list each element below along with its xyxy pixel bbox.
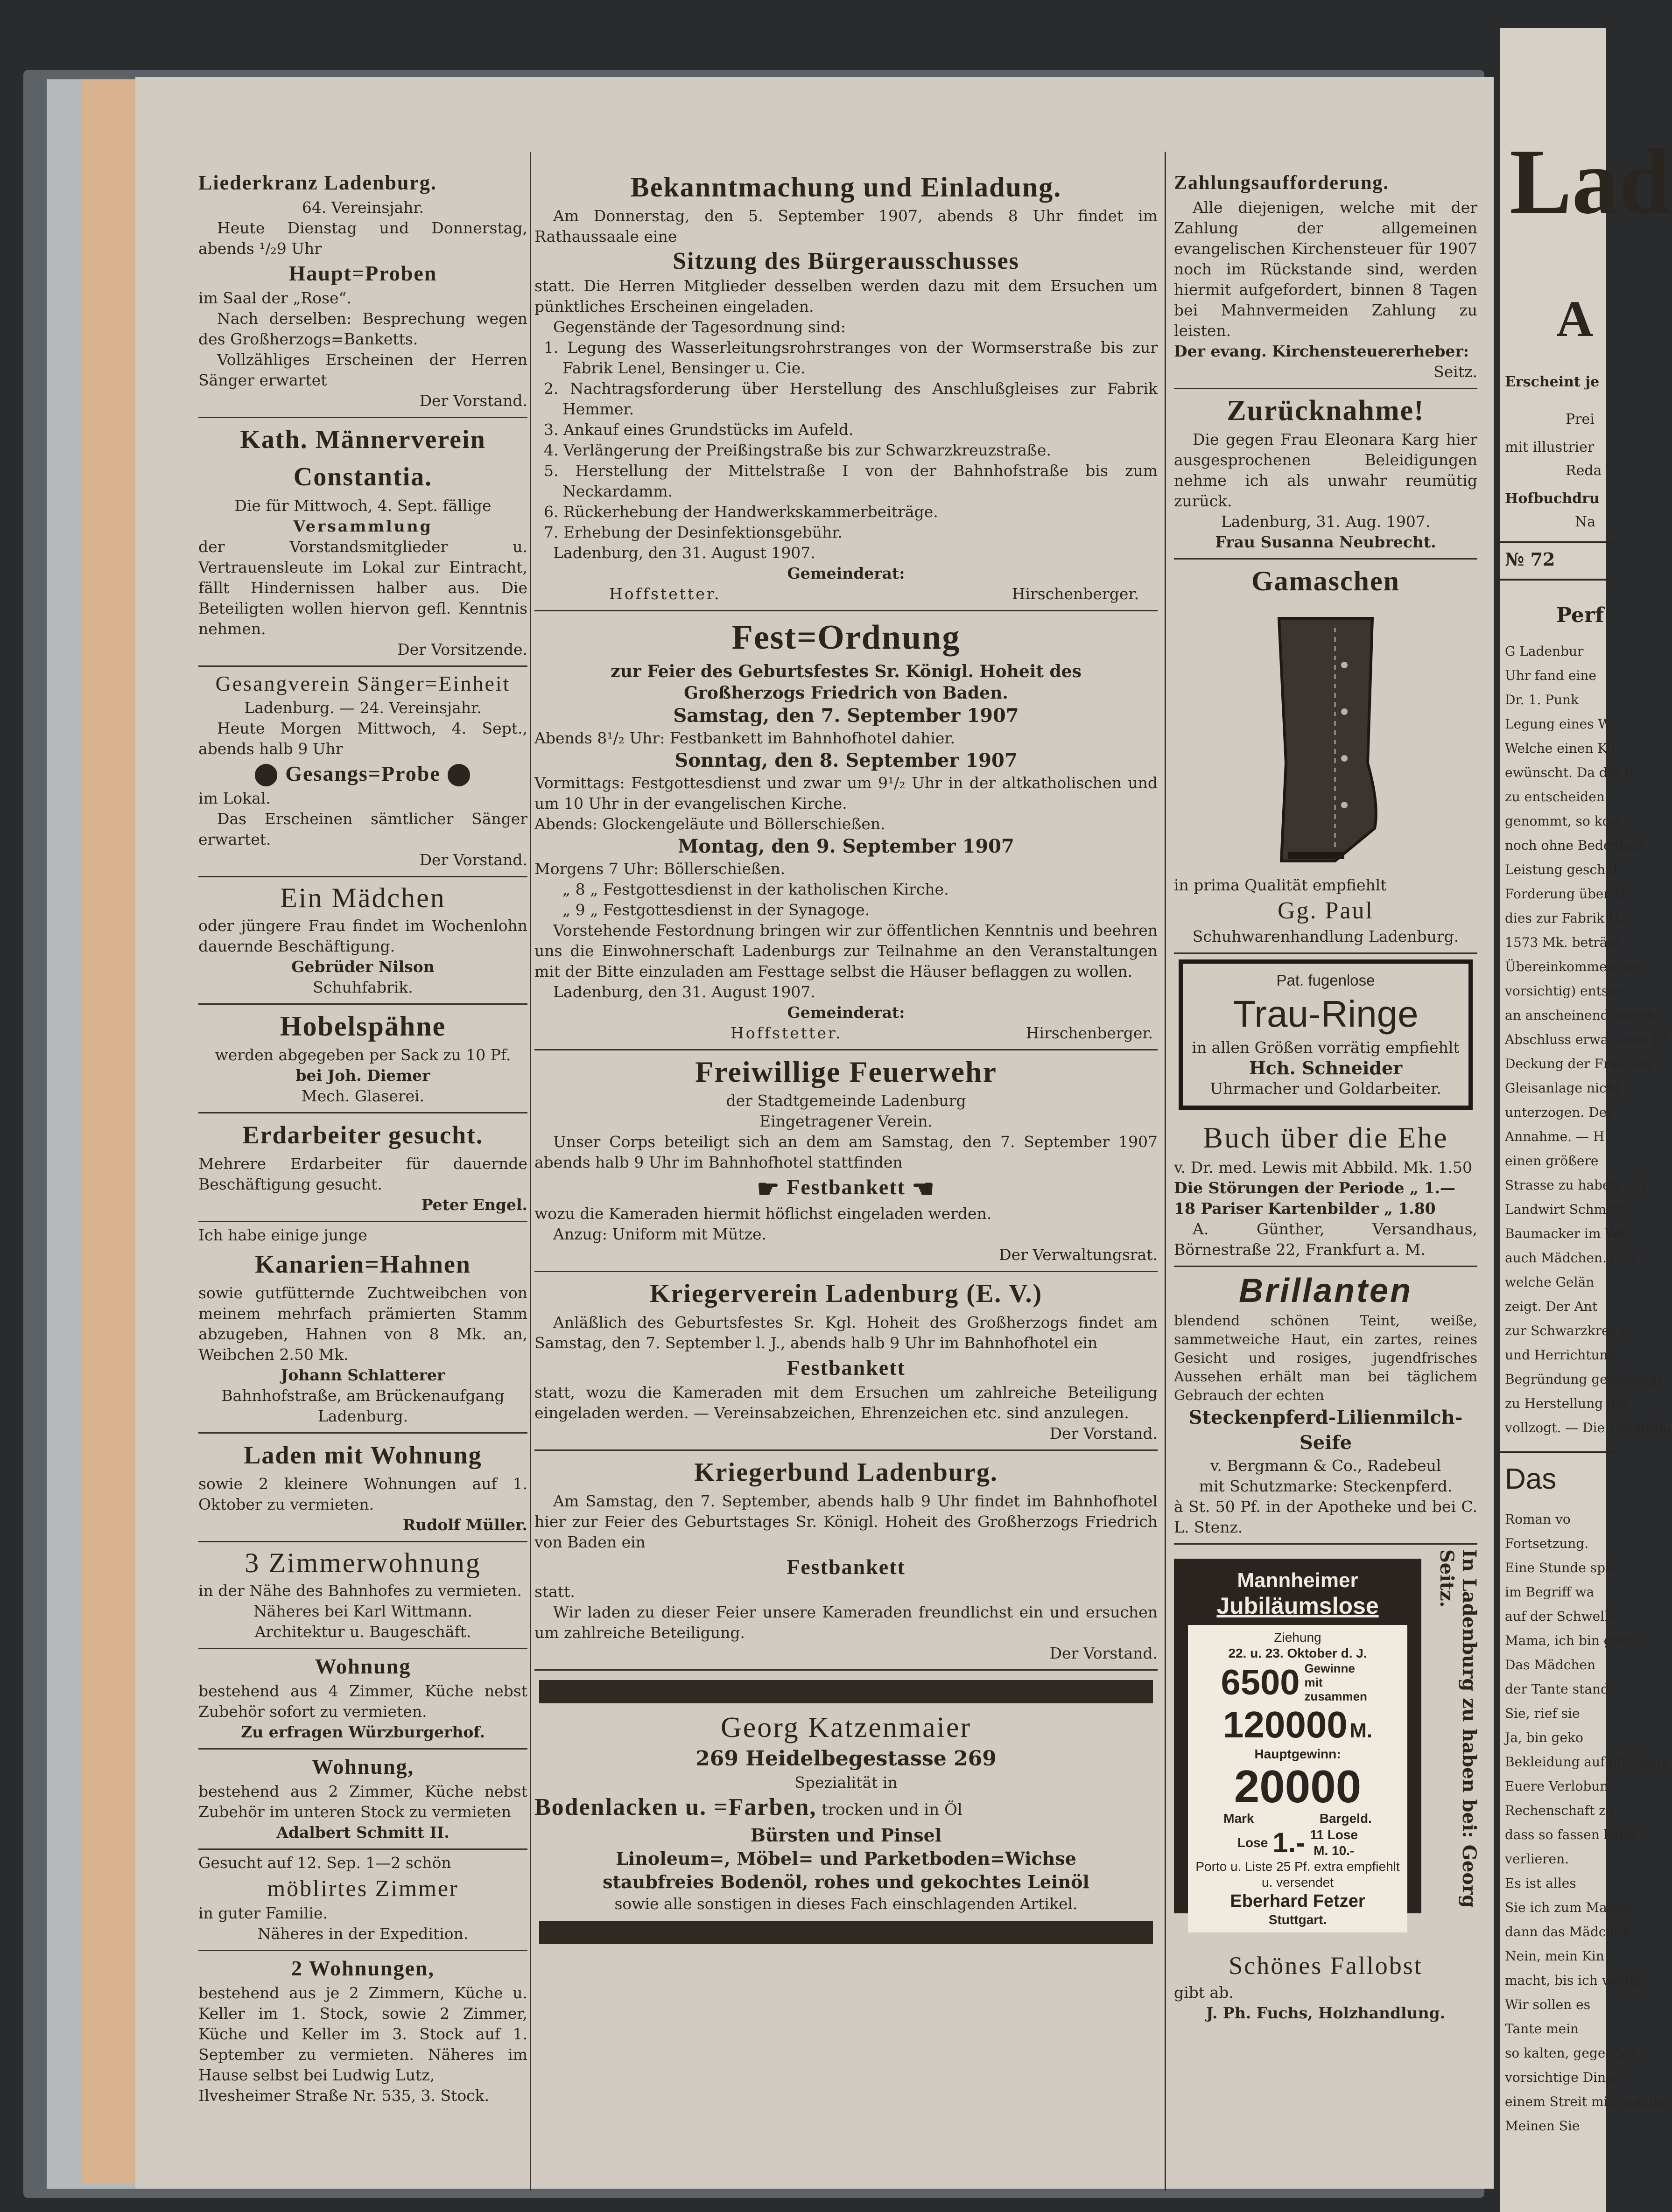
masthead-text: mit illustrier [1505, 439, 1595, 455]
article-line: an anscheinend unrich [1505, 1008, 1656, 1023]
notice-text: der Stadtgemeinde Ladenburg [726, 1092, 966, 1110]
column-right [1174, 166, 1480, 2186]
ad-text: Schuhfabrik. [313, 978, 413, 996]
notice-signature: Der Vorstand. [1049, 1644, 1158, 1663]
article-line: verlieren. [1505, 1851, 1569, 1867]
agenda-item: 2. Nachtragsforderung über Herstellung des Anschlußgleises zur Fabrik Hemmer. [544, 379, 1158, 418]
article-line: Roman vo [1505, 1512, 1571, 1527]
article-line: welche Gelän [1505, 1274, 1595, 1290]
lottery-text [1310, 1827, 1358, 1859]
page-edge [82, 79, 138, 2184]
lottery-number: 6500 [1221, 1662, 1300, 1702]
ad-text: Mehrere Erdarbeiter für dauernde Beschäftigung gesucht. [198, 1155, 527, 1193]
masthead-text: Reda [1566, 462, 1602, 479]
notice-title: Kriegerverein Ladenburg (E. V.) [649, 1279, 1043, 1309]
notice-text: „ 8 „ Festgottesdienst in der katholischen Kirche. [562, 880, 949, 898]
notice-text: Eingetragener Verein. [759, 1112, 933, 1130]
lottery-price: 1.- [1272, 1827, 1306, 1858]
ad-signature: Der Vorstand. [419, 851, 527, 869]
ad-text: bestehend aus 4 Zimmer, Küche nebst Zubehör sofort zu vermieten. [198, 1682, 527, 1721]
decor-dot-icon: ⬤ [440, 762, 472, 785]
notice-signatures [534, 584, 1158, 604]
ad-text: bestehend aus je 2 Zimmern, Küche u. Keller im 1. Stock, sowie 2 Zimmer, Küche und Keller im 3. Stock auf 1. September zu vermieten. Näheres im Hause selbst bei Ludwig Lutz, [198, 1984, 527, 2084]
article-line: Sie, rief sie [1505, 1706, 1580, 1721]
ad-text: Ilvesheimer Straße Nr. 535, 3. Stock. [198, 2086, 490, 2105]
ad-text: blendend schönen Teint, weiße, sammetweiche Haut, ein zartes, reines Gesicht und rosiges, jugendfrisches Aussehen erhält man bei täglichem Gebrauch der echten [1174, 1313, 1477, 1404]
signature: Hirschenberger. [1012, 585, 1139, 603]
day-heading: Samstag, den 7. September 1907 [673, 705, 1019, 727]
ad-text: in prima Qualität empfiehlt [1174, 876, 1387, 894]
ad-subtitle [198, 759, 527, 788]
lottery-text: 11 Lose [1310, 1827, 1358, 1842]
article-line: der Tante stand [1505, 1681, 1609, 1697]
article-line: Rechenschaft zu [1505, 1803, 1615, 1818]
serial-heading: Das [1505, 1463, 1557, 1495]
article-line: vollzogt. — Die Herstellu [1505, 1420, 1671, 1435]
ad-dreizimmer [198, 1542, 527, 1649]
article-line: Baumacker im We [1505, 1226, 1625, 1241]
ad-title: Schönes Fallobst [1229, 1952, 1423, 1980]
article-line: 1573 Mk. beträgt. [1505, 935, 1625, 950]
ad-subtitle: Steckenpferd-Lilienmilch-Seife [1188, 1407, 1463, 1454]
ad-jubilaeumslose [1174, 1545, 1480, 1946]
lottery-side-text: In Ladenburg zu haben bei: Georg Seitz. [1436, 1549, 1480, 1908]
ad-text: gibt ab. [1174, 1983, 1234, 2002]
ad-text: v. Dr. med. Lewis mit Abbild. Mk. 1.50 [1174, 1158, 1473, 1176]
ad-title: Laden mit Wohnung [244, 1441, 482, 1469]
article-line: Dr. 1. Punk [1505, 692, 1579, 707]
notice-signature: Der Verwaltungsrat. [999, 1246, 1158, 1264]
ad-text: im Lokal. [198, 789, 271, 807]
notice-authority: Gemeinderat: [787, 564, 905, 582]
lottery-text: 22. u. 23. Oktober d. J. [1228, 1646, 1367, 1660]
masthead-text: Hofbuchdru [1505, 490, 1600, 507]
ad-wohnung-1 [198, 1649, 527, 1750]
ad-title: Erdarbeiter gesucht. [242, 1121, 484, 1149]
ad-maennerverein [198, 418, 527, 667]
ad-subtitle: Haupt=Proben [288, 261, 437, 285]
ad-title: Ein Mädchen [280, 882, 446, 913]
lottery-number: 20000 [1234, 1761, 1362, 1812]
ad-text: Die für Mittwoch, 4. Sept. fällige [234, 497, 492, 515]
article-body [1505, 639, 1671, 1440]
decor-dot-icon: ⬤ [254, 762, 286, 785]
ad-title: möblirtes Zimmer [267, 1875, 459, 1901]
article-line: vorsichtige Dinge [1505, 2070, 1622, 2085]
ad-title: Gesangverein Sänger=Einheit [215, 672, 511, 695]
article-line: macht, bis ich wegen [1505, 1973, 1645, 1988]
notice-subtitle: zur Feier des Geburtsfestes Sr. Königl. Hoheit des Großherzogs Friedrich von Baden. [611, 662, 1082, 703]
article-line: dies zur Fabrik He [1505, 910, 1628, 926]
signature: Hoffstetter. [609, 585, 721, 603]
ad-text: Pat. fugenlose [1276, 972, 1375, 989]
ad-fallobst [1174, 1946, 1477, 2029]
lottery-row [1191, 1661, 1405, 1703]
notice-subtitle [534, 1173, 1158, 1204]
ad-erdarbeiter [198, 1113, 527, 1222]
article-line: Legung eines W [1505, 716, 1612, 732]
lottery-text: Bargeld. [1319, 1811, 1372, 1826]
ad-text: Näheres in der Expedition. [257, 1925, 469, 1943]
ad-text: der Vorstandsmitglieder u. Vertrauensleute im Lokal zur Eintracht, fällt Hindernissen halber aus. Die Beteiligten wollen hiervon gefl. Kenntnis nehmen. [198, 538, 527, 638]
ad-kanarien [198, 1222, 527, 1434]
notice-signatures [534, 1023, 1158, 1043]
article-line: dann das Mädchen [1505, 1924, 1631, 1939]
ad-buch-ehe [1174, 1115, 1477, 1267]
ad-maedchen [198, 877, 527, 1005]
ad-text: 64. Vereinsjahr. [302, 198, 424, 217]
ad-title: Kath. Männerverein [240, 425, 486, 454]
notice-subtitle: Sitzung des Bürgerausschusses [673, 248, 1019, 274]
ad-text: v. Bergmann & Co., Radebeul [1210, 1456, 1441, 1475]
ad-text: staubfreies Bodenöl, rohes und gekochtes Leinöl [603, 1871, 1089, 1893]
adjacent-page [1494, 28, 1672, 2212]
lottery-text: Mark [1223, 1811, 1254, 1826]
signature: Hirschenberger. [1026, 1024, 1153, 1042]
article-line: Meinen Sie [1505, 2118, 1580, 2134]
agenda-item: 5. Herstellung der Mittelstraße I von der Bahnhofstraße bis zum Neckardamm. [544, 462, 1158, 500]
ad-zahlungsaufforderung [1174, 166, 1477, 389]
lottery-row [1191, 1827, 1405, 1859]
article-line: Gleisanlage nicht [1505, 1080, 1620, 1096]
ad-text: Linoleum=, Möbel= und Parketboden=Wichse [616, 1848, 1076, 1869]
article-line: noch ohne Bedenken [1505, 838, 1644, 853]
ad-text: Schuhwarenhandlung Ladenburg. [1192, 927, 1459, 945]
notice-authority: Gemeinderat: [787, 1003, 905, 1022]
ad-text: Vollzähliges Erscheinen der Herren Sänger erwartet [198, 350, 527, 389]
ad-text: Uhrmacher und Goldarbeiter. [1210, 1079, 1441, 1098]
article-line: so kalten, gegenber [1505, 2045, 1637, 2061]
ad-title: Hobelspähne [280, 1011, 446, 1042]
lottery-text: Ziehung [1274, 1630, 1321, 1645]
notice-subtitle: Festbankett [787, 1555, 906, 1579]
masthead: Lad [1510, 130, 1671, 233]
ad-title: Wohnung, [311, 1755, 414, 1778]
lottery-box [1174, 1559, 1421, 1927]
rule [1500, 541, 1612, 543]
rule [1500, 1451, 1612, 1453]
notice-title: Fest=Ordnung [731, 618, 961, 657]
ad-title: Trau-Ringe [1233, 993, 1419, 1035]
notice-text: wozu die Kameraden hiermit höflichst eingeladen werden. [534, 1204, 992, 1223]
notice-subtitle: Festbankett [787, 1356, 906, 1380]
ad-text: bestehend aus 2 Zimmer, Küche nebst Zubehör im unteren Stock zu vermieten [198, 1782, 527, 1821]
serial-body [1505, 1507, 1672, 2138]
article-line: Uhr fand eine [1505, 668, 1596, 683]
ad-title: 2 Wohnungen, [291, 1956, 435, 1980]
ad-hobelspaehne [198, 1005, 527, 1113]
article-line: zu entscheiden [1505, 789, 1605, 805]
lottery-panel [1188, 1625, 1407, 1932]
notice-festordnung [534, 611, 1158, 1050]
ad-signature: Hch. Schneider [1249, 1057, 1403, 1078]
ad-title: Zahlungsaufforderung. [1174, 172, 1389, 194]
notice-text: Unser Corps beteiligt sich an dem am Samstag, den 7. September 1907 abends halb 9 Uhr im Bahnhofhotel stattfinden [534, 1133, 1158, 1171]
ad-text: Die Störungen der Periode „ 1.— [1174, 1179, 1455, 1197]
ad-text: 18 Pariser Kartenbilder „ 1.80 [1174, 1199, 1436, 1218]
gewinne-label: Gewinne mit zusammen [1304, 1661, 1367, 1703]
ad-text: Alle diejenigen, welche mit der Zahlung der allgemeinen evangelischen Kirchensteuer für 1907 noch im Rückstande sind, werden hiermit aufgefordert, binnen 8 Tagen bei Mahnvermeiden Zahlung zu leisten. [1174, 198, 1477, 340]
ad-text: Ladenburg, 31. Aug. 1907. [1221, 512, 1431, 531]
lottery-text: M. 10.- [1314, 1843, 1355, 1858]
ad-katzenmaier [534, 1671, 1158, 1944]
notice-text: Anläßlich des Geburtsfestes Sr. Kgl. Hoheit des Großherzogs findet am Samstag, den 7. September l. J., abends halb 9 Uhr im Bahnhofhotel ein [534, 1313, 1158, 1352]
ad-title: Kanarien=Hahnen [255, 1250, 471, 1278]
notice-text: Abends 8¹/₂ Uhr: Festbankett im Bahnhofhotel dahier. [534, 729, 955, 747]
ad-signature: Peter Engel. [421, 1196, 527, 1214]
lottery-row [1191, 1811, 1405, 1827]
column-rule [530, 152, 531, 2191]
masthead: A [1556, 290, 1594, 347]
ad-moebliertes-zimmer [198, 1850, 527, 1951]
article-line: ewünscht. Da die F [1505, 765, 1633, 780]
article-line: Bekleidung aufgefordert [1505, 1754, 1668, 1770]
ad-text: mit Schutzmarke: Steckenpferd. [1199, 1477, 1453, 1495]
article-line: genommt, so kon [1505, 813, 1619, 829]
festbankett-label: Festbankett [787, 1175, 906, 1199]
article-line: Das Mädchen [1505, 1657, 1596, 1673]
ad-text: Heute Morgen Mittwoch, 4. Sept., abends halb 9 Uhr [198, 719, 527, 758]
lottery-unit: M. [1349, 1719, 1373, 1742]
probe-label: Gesangs=Probe [285, 762, 441, 785]
article-heading: Perf [1556, 603, 1604, 627]
ad-signature: Gg. Paul [1278, 897, 1374, 924]
lottery-vendor: Eberhard Fetzer [1230, 1891, 1365, 1911]
notice-text: statt, wozu die Kameraden mit dem Ersuchen um zahlreiche Beteiligung eingeladen werden. — Vereinsabzeichen, Ehrenzeichen etc. sind anzulegen. [534, 1383, 1158, 1422]
article-line: Übereinkommen des [1505, 959, 1643, 974]
notice-text: Wir laden zu dieser Feier unsere Kameraden freundlichst ein und ersuchen um zahlreiche Beteiligung. [534, 1603, 1158, 1642]
article-line: Wir sollen es [1505, 1997, 1591, 2012]
divider-bar [539, 1921, 1153, 1944]
agenda-item: 4. Verlängerung der Preißingstraße bis zur Schwarzkreuzstraße. [544, 441, 1051, 459]
signature: Hoffstetter. [731, 1024, 843, 1042]
article-line: Tante mein [1505, 2021, 1579, 2037]
issue-number: № 72 [1505, 549, 1555, 570]
article-line: und Herrichtung [1505, 1347, 1616, 1363]
column-rule [1165, 152, 1166, 2191]
notice-text: „ 9 „ Festgottesdienst in der Synagoge. [562, 901, 870, 919]
newspaper-page [135, 77, 1503, 2189]
ad-text: Der evang. Kirchensteuererheber: [1174, 342, 1469, 360]
lottery-text: Porto u. Liste 25 Pf. extra empfiehlt u. versendet [1195, 1859, 1400, 1890]
notice-date: Ladenburg, den 31. August 1907. [553, 544, 815, 562]
article-line: Fortsetzung. [1505, 1536, 1589, 1551]
ad-gesangverein [198, 667, 527, 877]
ad-text: Näheres bei Karl Wittmann. [253, 1602, 473, 1620]
ad-line [534, 1793, 1158, 1824]
article-line: Leistung geschah. [1505, 862, 1626, 877]
ad-signature: Frau Susanna Neubrecht. [1215, 533, 1436, 551]
ad-text: Gesucht auf 12. Sep. 1—2 schön [198, 1854, 451, 1872]
ad-gamaschen [1174, 560, 1477, 954]
lottery-row [1191, 1703, 1405, 1746]
notice-text: Abends: Glockengeläute und Böllerschießen. [534, 815, 885, 833]
day-heading: Sonntag, den 8. September 1907 [674, 749, 1018, 771]
article-line: Nein, mein Kin [1505, 1948, 1604, 1964]
article-line: Sie ich zum Manne [1505, 1900, 1632, 1915]
agenda-item: 7. Erhebung der Desinfektionsgebühr. [544, 523, 843, 541]
agenda-item: 3. Ankauf eines Grundstücks im Aufeld. [544, 420, 854, 439]
notice-date: Ladenburg, den 31. August 1907. [553, 983, 815, 1001]
ad-signature: bei Joh. Diemer [295, 1066, 430, 1085]
article-line: Mama, ich bin ganz [1505, 1633, 1636, 1648]
ad-title: 3 Zimmerwohnung [245, 1547, 481, 1578]
article-line: Abschluss erwachsen 17 [1505, 1032, 1668, 1047]
ad-address: 269 Heidelbegestasse 269 [695, 1747, 997, 1771]
column-middle [534, 166, 1158, 2186]
notice-text: Gegenstände der Tagesordnung sind: [553, 318, 846, 336]
ad-signature: Zu erfragen Würzburgerhof. [241, 1723, 485, 1741]
ad-signature: Rudolf Müller. [402, 1516, 527, 1534]
ad-text: Spezialität in [794, 1773, 898, 1792]
ad-text: im Saal der „Rose“. [198, 289, 351, 307]
ad-title: Brillanten [1238, 1272, 1413, 1309]
ad-signature: Der Vorsitzende. [397, 640, 527, 658]
ad-zwei-wohnungen [198, 1951, 527, 2112]
divider-bar [539, 1680, 1153, 1703]
pointing-hand-left-icon: ☚ [912, 1175, 935, 1204]
article-line: einem Streit miteinander [1505, 2094, 1672, 2109]
ad-text: A. Günther, Versandhaus, Börnestraße 22, Frankfurt a. M. [1174, 1220, 1477, 1259]
lottery-text: Stuttgart. [1268, 1912, 1327, 1927]
notice-title: Freiwillige Feuerwehr [695, 1055, 997, 1088]
ad-text: Ich habe einige junge [198, 1226, 367, 1244]
ad-signature: J. Ph. Fuchs, Holzhandlung. [1206, 2004, 1446, 2022]
ad-laden [198, 1434, 527, 1542]
notice-text: statt. [534, 1582, 575, 1601]
ad-text: à St. 50 Pf. in der Apotheke und bei C. L. Stenz. [1174, 1498, 1477, 1536]
notice-bekanntmachung [534, 166, 1158, 611]
ad-text: sowie 2 kleinere Wohnungen auf 1. Oktober zu vermieten. [198, 1475, 527, 1513]
column-left [198, 166, 527, 2186]
ad-wohnung-2 [198, 1750, 527, 1850]
notice-text: Morgens 7 Uhr: Böllerschießen. [534, 860, 786, 878]
lottery-title: Mannheimer [1237, 1569, 1358, 1592]
article-line: unterzogen. Der [1505, 1105, 1613, 1120]
article-line: zu Herstellung der [1505, 1396, 1630, 1411]
agenda-item: 6. Rückerhebung der Handwerkskammerbeiträge. [544, 503, 938, 521]
notice-signature: Der Vorstand. [1049, 1424, 1158, 1443]
ad-text: Architektur u. Baugeschäft. [254, 1623, 471, 1641]
notice-kriegerverein [534, 1272, 1158, 1451]
ad-subtitle: Versammlung [293, 517, 433, 535]
ad-text: in guter Familie. [198, 1904, 328, 1922]
article-line: vorsichtig) entste [1505, 983, 1622, 999]
article-line: Begründung genehmigt [1505, 1372, 1663, 1387]
gaiter-illustration [1265, 609, 1386, 870]
article-line: zur Schwarzkreuz [1505, 1323, 1625, 1338]
ad-text: trocken und in Öl [822, 1800, 962, 1820]
article-line: auf der Schwelle [1505, 1609, 1616, 1624]
article-line: Ja, bin geko [1505, 1730, 1583, 1745]
article-line: Es ist alles [1505, 1876, 1576, 1891]
ad-signature: Adalbert Schmitt II. [276, 1823, 450, 1841]
article-line: Welche einen Ko [1505, 741, 1615, 756]
article-line: Forderung über H [1505, 886, 1626, 902]
ad-signature: Johann Schlatterer [281, 1366, 445, 1384]
ad-signature: Seitz. [1433, 363, 1477, 381]
article-line: Deckung der Fraktion [1505, 1056, 1651, 1071]
article-line: im Begriff wa [1505, 1584, 1595, 1600]
ad-text: sowie gutfütternde Zuchtweibchen von meinem mehrfach prämierten Stamm abzugeben, Hahnen von 8 Mk. an, Weibchen 2.50 Mk. [198, 1284, 527, 1364]
ad-text: sowie alle sonstigen in dieses Fach einschlagenden Artikel. [614, 1895, 1078, 1913]
day-heading: Montag, den 9. September 1907 [678, 835, 1014, 857]
article-line: Strasse zu haben, eri [1505, 1177, 1645, 1193]
ad-brillanten [1174, 1267, 1477, 1545]
ad-text: werden abgegeben per Sack zu 10 Pf. [215, 1046, 511, 1064]
ad-text: Ladenburg. — 24. Vereinsjahr. [244, 699, 482, 717]
ad-text: Bürsten und Pinsel [750, 1825, 942, 1846]
lottery-text: Hauptgewinn: [1254, 1747, 1341, 1761]
notice-title: Bekanntmachung und Einladung. [630, 172, 1062, 203]
ad-title: Georg Katzenmaier [720, 1712, 971, 1744]
notice-feuerwehr [534, 1050, 1158, 1272]
ad-signature: Gebrüder Nilson [291, 958, 435, 976]
lottery-title: Jubiläumslose [1216, 1593, 1379, 1619]
ad-text: in allen Größen vorrätig empfiehlt [1192, 1038, 1460, 1057]
notice-text: Am Samstag, den 7. September, abends halb 9 Uhr findet im Bahnhofhotel hier zur Feier des Geburtstages Sr. Königl. Hoheit des Großherzogs Friedrich von Baden ein [534, 1492, 1158, 1552]
ad-text: Mech. Glaserei. [301, 1087, 425, 1105]
notice-text: Anzug: Uniform mit Mütze. [553, 1225, 767, 1244]
article-line: Euere Verlobun [1505, 1778, 1609, 1794]
ad-title: Gamaschen [1251, 566, 1400, 596]
ad-title: Liederkranz Ladenburg. [198, 171, 437, 194]
ad-text: Nach derselben: Besprechung wegen des Großherzogs=Banketts. [198, 309, 527, 348]
ad-text: Das Erscheinen sämtlicher Sänger erwartet. [198, 810, 527, 848]
article-line: auch Mädchen. Ges [1505, 1250, 1636, 1266]
article-line: G Ladenbur [1505, 644, 1584, 659]
ad-signature: Der Vorstand. [419, 392, 527, 410]
article-line: dass so fassen kann [1505, 1827, 1637, 1842]
notice-text: statt. Die Herren Mitglieder desselben werden dazu mit dem Ersuchen um pünktliches Erscheinen eingeladen. [534, 277, 1158, 315]
gaiter-icon [1265, 609, 1386, 870]
notice-text: Vormittags: Festgottesdienst und zwar um 9¹/₂ Uhr in der altkatholischen und um 10 Uhr in der evangelischen Kirche. [534, 774, 1158, 812]
article-line: zeigt. Der Ant [1505, 1299, 1598, 1314]
notice-text: Vorstehende Festordnung bringen wir zur öffentlichen Kenntnis und beehren uns die Einwohnerschaft Ladenburgs zur Teilnahme an den Veranstaltungen mit der Bitte einzuladen am Festtage selbst die Häuser beflaggen zu wollen. [534, 921, 1158, 980]
ad-text: Die gegen Frau Eleonara Karg hier ausgesprochenen Beleidigungen nehme ich als unwahr reumütig zurück. [1174, 430, 1477, 510]
article-line: Annahme. — H [1505, 1129, 1605, 1144]
ad-text: Bahnhofstraße, am Brückenaufgang Ladenburg. [221, 1386, 505, 1425]
article-line: Landwirt Schmitt [1505, 1202, 1621, 1217]
rule [1500, 579, 1612, 581]
ad-liederkranz [198, 166, 527, 418]
pointing-hand-right-icon: ☛ [757, 1175, 780, 1204]
ad-trauringe [1179, 959, 1473, 1110]
article-line: Eine Stunde spä [1505, 1560, 1613, 1575]
ad-title: Wohnung [315, 1654, 411, 1678]
notice-kriegerbund [534, 1451, 1158, 1671]
notice-text: Am Donnerstag, den 5. September 1907, abends 8 Uhr findet im Rathaussaale eine [534, 207, 1158, 245]
notice-title: Kriegerbund Ladenburg. [694, 1458, 998, 1487]
ad-text: oder jüngere Frau findet im Wochenlohn dauernde Beschäftigung. [198, 917, 527, 955]
ad-text: Heute Dienstag und Donnerstag, abends ¹/₂9 Uhr [198, 219, 527, 258]
ad-title: Zurücknahme! [1227, 395, 1425, 427]
lottery-text [1305, 1661, 1375, 1703]
ad-title: Buch über die Ehe [1203, 1121, 1448, 1154]
ad-title: Constantia. [293, 462, 433, 491]
agenda-item: 1. Legung des Wasserleitungsrohrstranges von der Wormserstraße bis zur Fabrik Lenel, Bensinger u. Cie. [544, 338, 1158, 377]
lottery-text: Lose [1237, 1835, 1268, 1850]
lottery-number: 120000 [1222, 1704, 1348, 1745]
ad-subtitle: Bodenlacken u. =Farben, [534, 1794, 817, 1821]
masthead-text: Prei [1566, 411, 1595, 427]
article-line: einen größere [1505, 1153, 1599, 1169]
ad-zuruecknahme [1174, 389, 1477, 560]
ad-text: in der Nähe des Bahnhofes zu vermieten. [198, 1582, 522, 1600]
masthead-text: Erscheint je [1505, 374, 1600, 390]
masthead-text: Na [1575, 514, 1596, 530]
